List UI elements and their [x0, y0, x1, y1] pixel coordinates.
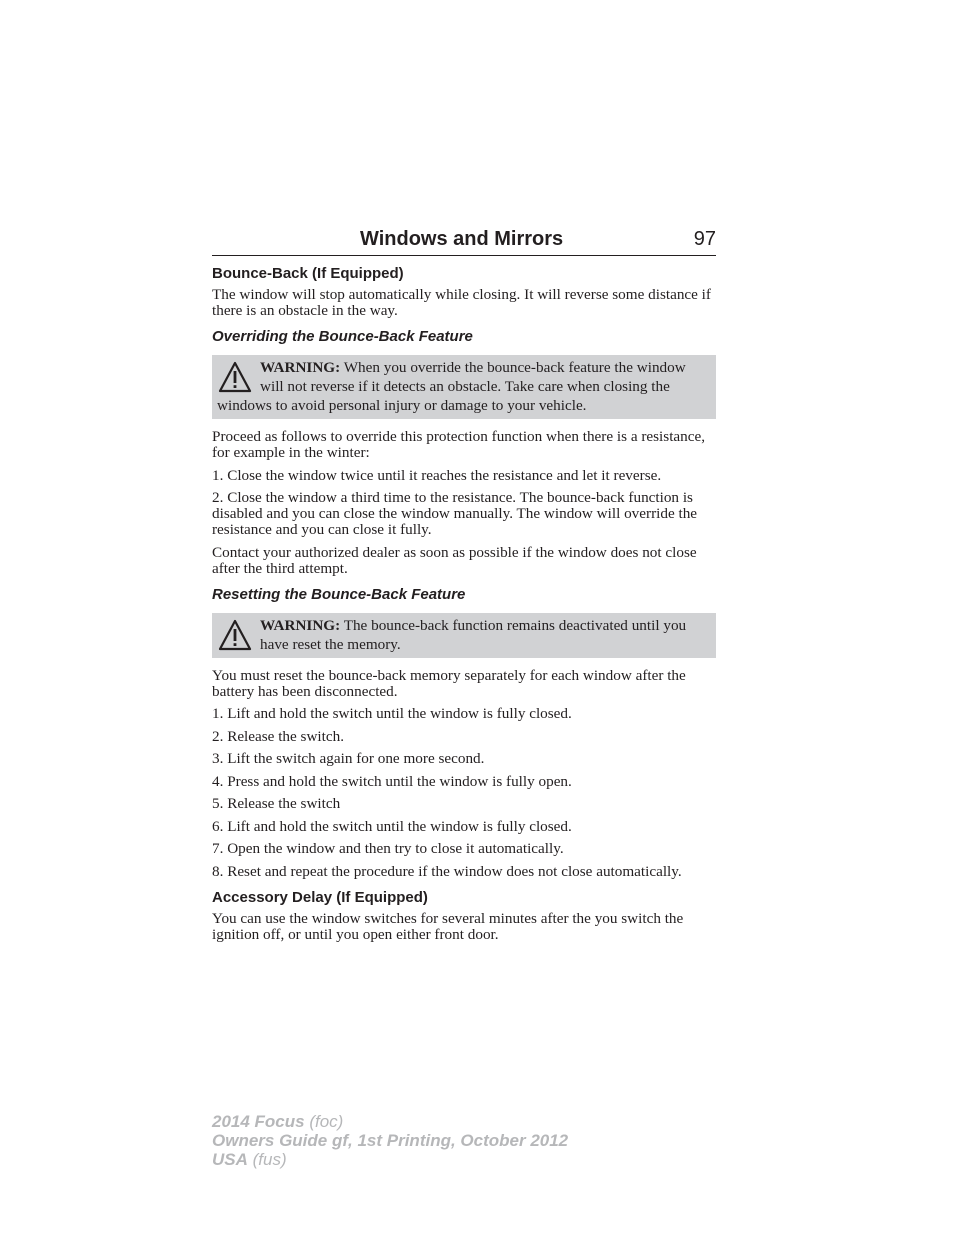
bounce-back-intro: The window will stop automatically while closing. It will reverse some distance if there is an obstacle in the way. — [212, 286, 711, 319]
page-number: 97 — [693, 228, 716, 250]
reset-intro: You must reset the bounce-back memory separately for each window after the battery has been disconnected. — [212, 666, 686, 700]
footer-market-code: (fus) — [252, 1150, 287, 1169]
heading-reset: Resetting the Bounce-Back Feature — [212, 585, 466, 603]
reset-step-1: 1. Lift and hold the switch until the window is fully closed. — [212, 705, 572, 722]
reset-step-7: 7. Open the window and then try to close it automatically. — [212, 840, 564, 857]
page-header — [212, 228, 716, 256]
reset-step-8: 8. Reset and repeat the procedure if the window does not close automatically. — [212, 862, 682, 880]
reset-step-5: 5. Release the switch — [212, 795, 341, 812]
override-intro: Proceed as follows to override this protection function when there is a resistance, for example in the winter: — [212, 428, 706, 461]
warning-label: WARNING: — [260, 359, 341, 376]
accessory-delay-text: You can use the window switches for several minutes after the you switch the ignition off, or until you open either front door. — [212, 909, 684, 943]
footer-model: 2014 Focus — [212, 1112, 305, 1131]
heading-override: Overriding the Bounce-Back Feature — [212, 328, 473, 345]
warning-box-reset — [212, 613, 716, 658]
page-title: Windows and Mirrors — [360, 228, 564, 250]
footer-market: USA — [212, 1150, 248, 1169]
footer-model-code: (foc) — [309, 1112, 344, 1131]
warning-box-override — [212, 355, 716, 419]
footer-printing: Owners Guide gf, 1st Printing, October 2012 — [212, 1131, 569, 1150]
warning-text: The bounce-back function remains deactivated until you have reset the memory. — [260, 616, 687, 653]
warning-triangle-icon — [218, 619, 252, 651]
reset-step-4: 4. Press and hold the switch until the window is fully open. — [212, 772, 572, 790]
warning-triangle-icon — [218, 361, 252, 393]
override-step-1: 1. Close the window twice until it reaches the resistance and let it reverse. — [212, 466, 662, 484]
manual-page — [212, 228, 716, 949]
footer-line-3 — [212, 1150, 568, 1169]
heading-accessory-delay: Accessory Delay (If Equipped) — [212, 888, 428, 906]
warning-text: When you override the bounce-back feature the window will not reverse if it detects an obstacle. Take care when closing the windows to avoid personal injury or damage to your vehicle. — [217, 359, 686, 414]
reset-step-3: 3. Lift the switch again for one more second. — [212, 750, 485, 767]
page-footer — [212, 1112, 568, 1169]
override-contact: Contact your authorized dealer as soon as possible if the window does not close after the third attempt. — [212, 543, 697, 577]
warning-label: WARNING: — [260, 616, 341, 634]
reset-step-2: 2. Release the switch. — [212, 727, 345, 745]
reset-step-6: 6. Lift and hold the switch until the window is fully closed. — [212, 817, 572, 835]
footer-line-1 — [212, 1112, 568, 1131]
footer-line-2 — [212, 1131, 568, 1150]
heading-bounce-back: Bounce-Back (If Equipped) — [212, 265, 404, 282]
override-step-2: 2. Close the window a third time to the resistance. The bounce-back function is disabled and you can close the window manually. The window will override the resistance and you can close it fully. — [212, 489, 698, 538]
